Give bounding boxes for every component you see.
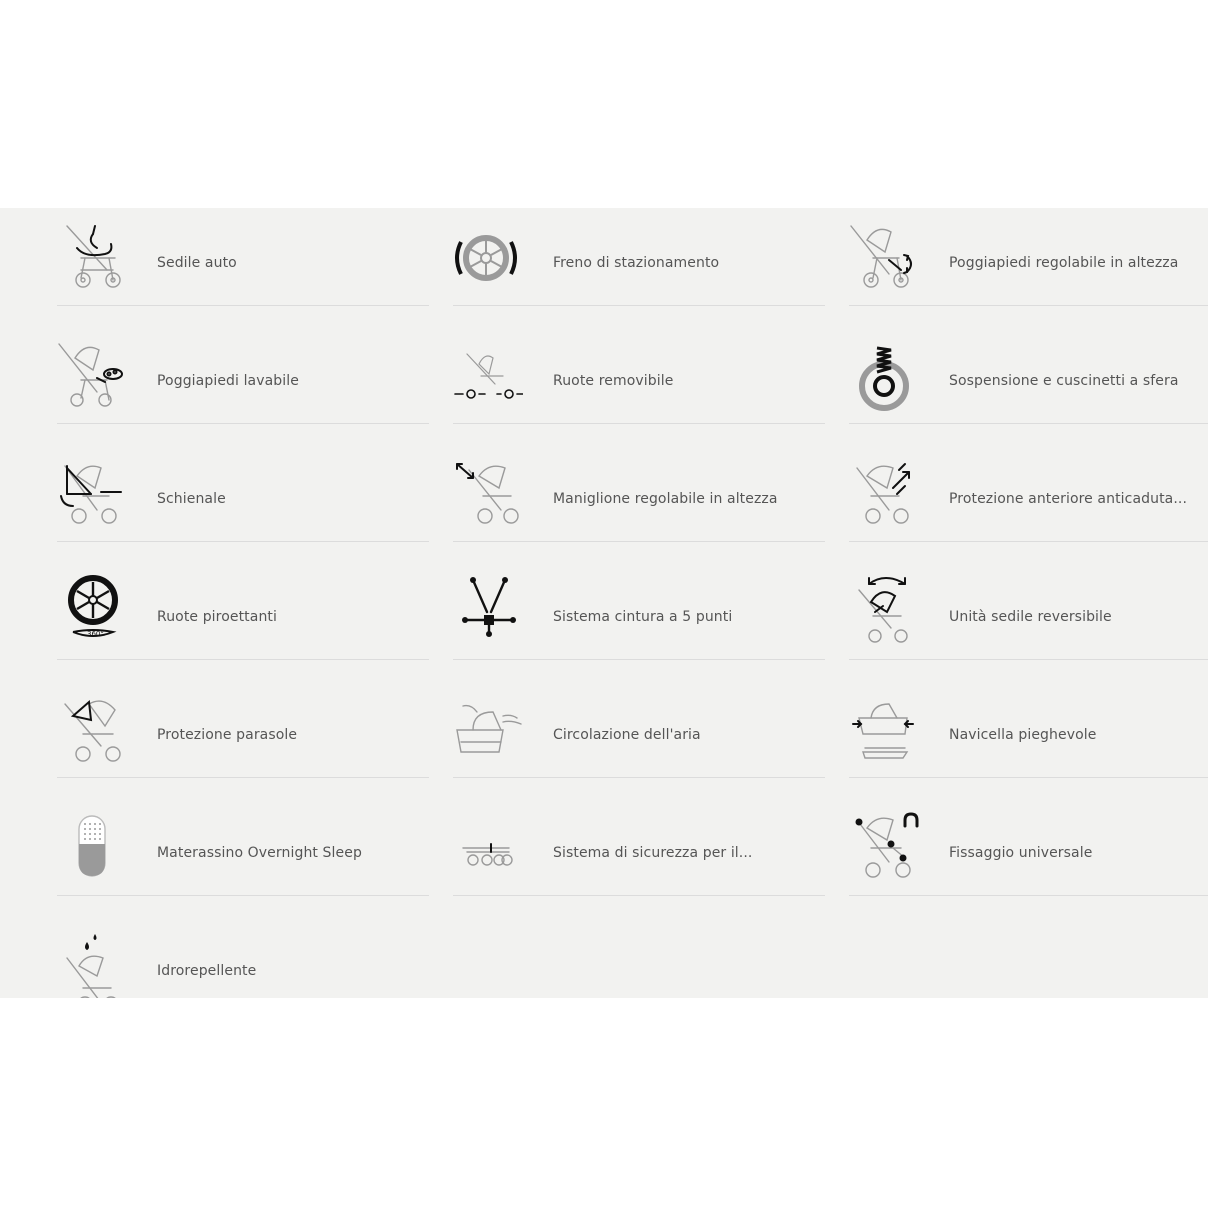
- feature-label: Freno di stazionamento: [553, 255, 720, 271]
- feature-backrest: [57, 444, 429, 542]
- feature-water-repellent: [57, 916, 429, 998]
- suspension-bearings-icon: [849, 336, 919, 411]
- feature-label: Navicella pieghevole: [949, 727, 1097, 743]
- feature-label: Fissaggio universale: [949, 845, 1093, 861]
- feature-removable-wheels: [453, 326, 825, 424]
- feature-label: Protezione anteriore anticaduta...: [949, 491, 1188, 507]
- water-repellent-icon: [57, 926, 127, 998]
- feature-air-circulation: [453, 680, 825, 778]
- feature-suspension: [849, 326, 1208, 424]
- feature-label: Idrorepellente: [157, 963, 257, 979]
- foldable-bassinet-icon: [849, 690, 919, 765]
- sun-canopy-icon: [57, 690, 127, 765]
- features-grid: [0, 208, 1208, 998]
- mattress-icon: [57, 808, 127, 883]
- feature-foldable-bassinet: [849, 680, 1208, 778]
- feature-label: Ruote piroettanti: [157, 609, 278, 625]
- feature-label: Sedile auto: [157, 255, 237, 271]
- swivel-wheels-icon: [57, 572, 127, 647]
- feature-parking-brake: [453, 208, 825, 306]
- features-panel: [0, 208, 1208, 998]
- reversible-seat-icon: [849, 572, 919, 647]
- washable-footrest-icon: [57, 336, 127, 411]
- feature-label: Protezione parasole: [157, 727, 298, 743]
- universal-mount-icon: [849, 808, 919, 883]
- feature-label: Maniglione regolabile in altezza: [553, 491, 778, 507]
- feature-adjustable-handlebar: [453, 444, 825, 542]
- feature-label: Materassino Overnight Sleep: [157, 845, 362, 861]
- bumper-bar-icon: [849, 454, 919, 529]
- feature-bumper-bar: [849, 444, 1208, 542]
- removable-wheels-icon: [453, 336, 523, 411]
- feature-car-seat: [57, 208, 429, 306]
- car-seat-icon: [57, 218, 127, 293]
- swivel-badge-text: 360°: [87, 630, 104, 638]
- feature-label: Sospensione e cuscinetti a sfera: [949, 373, 1179, 389]
- feature-washable-footrest: [57, 326, 429, 424]
- parking-brake-icon: [453, 218, 523, 293]
- feature-label: Poggiapiedi regolabile in altezza: [949, 255, 1179, 271]
- feature-mattress: [57, 798, 429, 896]
- feature-adjustable-footrest: [849, 208, 1208, 306]
- feature-label: Sistema di sicurezza per il...: [553, 845, 753, 861]
- feature-label: Poggiapiedi lavabile: [157, 373, 299, 389]
- air-circulation-icon: [453, 690, 523, 765]
- feature-reversible-seat: [849, 562, 1208, 660]
- feature-label: Sistema cintura a 5 punti: [553, 609, 733, 625]
- feature-five-point-harness: [453, 562, 825, 660]
- feature-label: Circolazione dell'aria: [553, 727, 701, 743]
- feature-safety-system: [453, 798, 825, 896]
- adjustable-footrest-icon: [849, 218, 919, 293]
- backrest-icon: [57, 454, 127, 529]
- five-point-harness-icon: [453, 572, 523, 647]
- feature-sun-canopy: [57, 680, 429, 778]
- feature-swivel-wheels: [57, 562, 429, 660]
- feature-label: Schienale: [157, 491, 226, 507]
- feature-label: Unità sedile reversibile: [949, 609, 1112, 625]
- adjustable-handlebar-icon: [453, 454, 523, 529]
- feature-label: Ruote removibile: [553, 373, 674, 389]
- feature-universal-mount: [849, 798, 1208, 896]
- safety-system-icon: [453, 808, 523, 883]
